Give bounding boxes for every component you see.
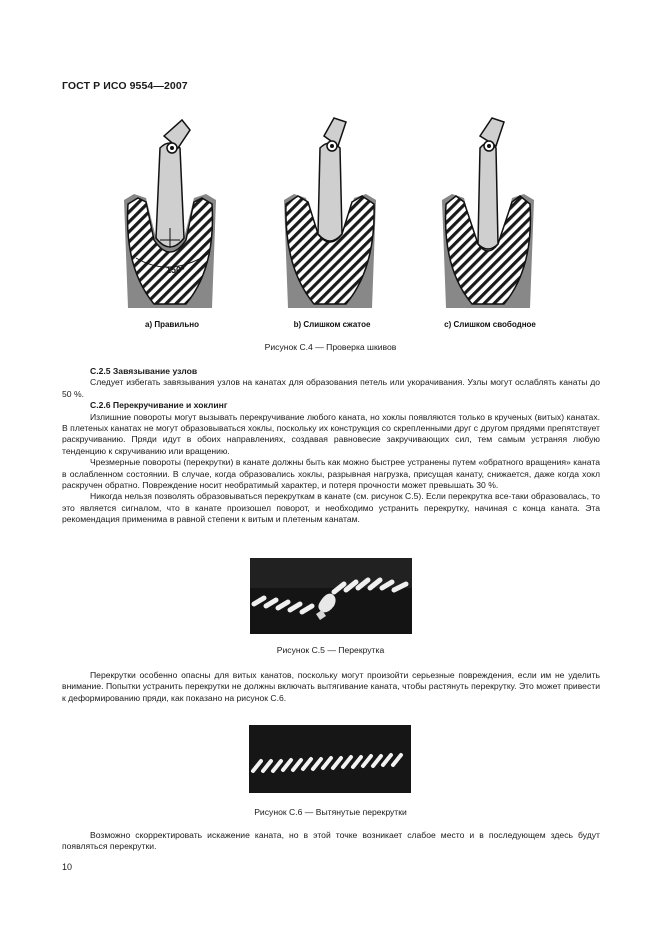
angle-label: 150°	[166, 265, 185, 275]
figure-c5-caption: Рисунок С.5 — Перекрутка	[276, 645, 385, 655]
section-c25-heading: С.2.5 Завязывание узлов	[90, 366, 198, 376]
section-c25-paragraph: Следует избегать завязывания узлов на канатах для образования петель или укорачивания. Узлы могут ослаблять канаты до 50 %.	[62, 377, 600, 399]
figure-c4	[112, 108, 562, 338]
figure-c6-photo	[249, 725, 411, 793]
page-number: 10	[62, 862, 73, 872]
figure-c4-caption: Рисунок С.4 — Проверка шкивов	[264, 342, 397, 352]
paragraph-final: Возможно скорректировать искажение каната, но в этой точке возникает слабое место и в последующем здесь будут появляться перекрутки.	[62, 830, 600, 852]
section-c26-paragraph-1: Излишние повороты могут вызывать перекручивание любого каната, но хоклы появляются только в крученых (витых) канатах. В плетеных канатах не могут образовываться хоклы, поскольку их конструкция со скрепленными друг с другом прядями препятствует раскручиванию. Пряди идут в обоих направлениях, создавая равновесие закручивающих сил, тем самым устраняя любую тенденцию к скручиванию или вращению.	[62, 411, 600, 456]
sheave-too-loose-drawing	[430, 108, 550, 328]
section-c26-paragraph-2: Чрезмерные повороты (перекрутки) в канате должны быть как можно быстрее устранены путем «обратного вращения» каната в ослабленном состоянии. В случае, когда образовались хоклы, разрывная нагрузка, присущая канату, снижается, даже когда хокл раскручен обратно. Повреждение носит необратимый характер, и потеря прочности может превышать 30 %.	[62, 457, 600, 491]
figure-c5-photo	[250, 558, 412, 634]
sheave-correct-drawing	[112, 108, 232, 328]
section-c26-heading: С.2.6 Перекручивание и хоклинг	[90, 400, 228, 411]
section-c26-paragraph-3: Никогда нельзя позволять образовываться перекруткам в канате (см. рисунок С.5). Если перекрутка все-таки образовалась, то это является сигналом, что в канате произошел поворот, и необходимо устранить перекрутку, начиная с конца каната. Эта рекомендация применима в равной степени к витым и плетеным канатам.	[62, 491, 600, 525]
label-correct: a) Правильно	[145, 320, 199, 329]
section-c25	[62, 366, 600, 526]
sheave-too-tight-drawing	[272, 108, 392, 328]
label-too-tight: b) Слишком сжатое	[293, 320, 371, 329]
standard-header: ГОСТ Р ИСО 9554—2007	[62, 80, 188, 92]
figure-c6-caption: Рисунок С.6 — Вытянутые перекрутки	[254, 807, 407, 817]
label-too-loose: c) Слишком свободное	[444, 320, 536, 329]
paragraph-after-c5-block	[62, 670, 600, 704]
paragraph-final-block	[62, 830, 600, 853]
paragraph-after-c5: Перекрутки особенно опасны для витых канатов, поскольку могут произойти серьезные повреждения, если им не уделить внимание. Попытки устранить перекрутки не должны включать вытягивание каната, чтобы растянуть перекрутку. Это может привести к деформированию пряди, как показано на рисунок С.6.	[62, 670, 600, 703]
